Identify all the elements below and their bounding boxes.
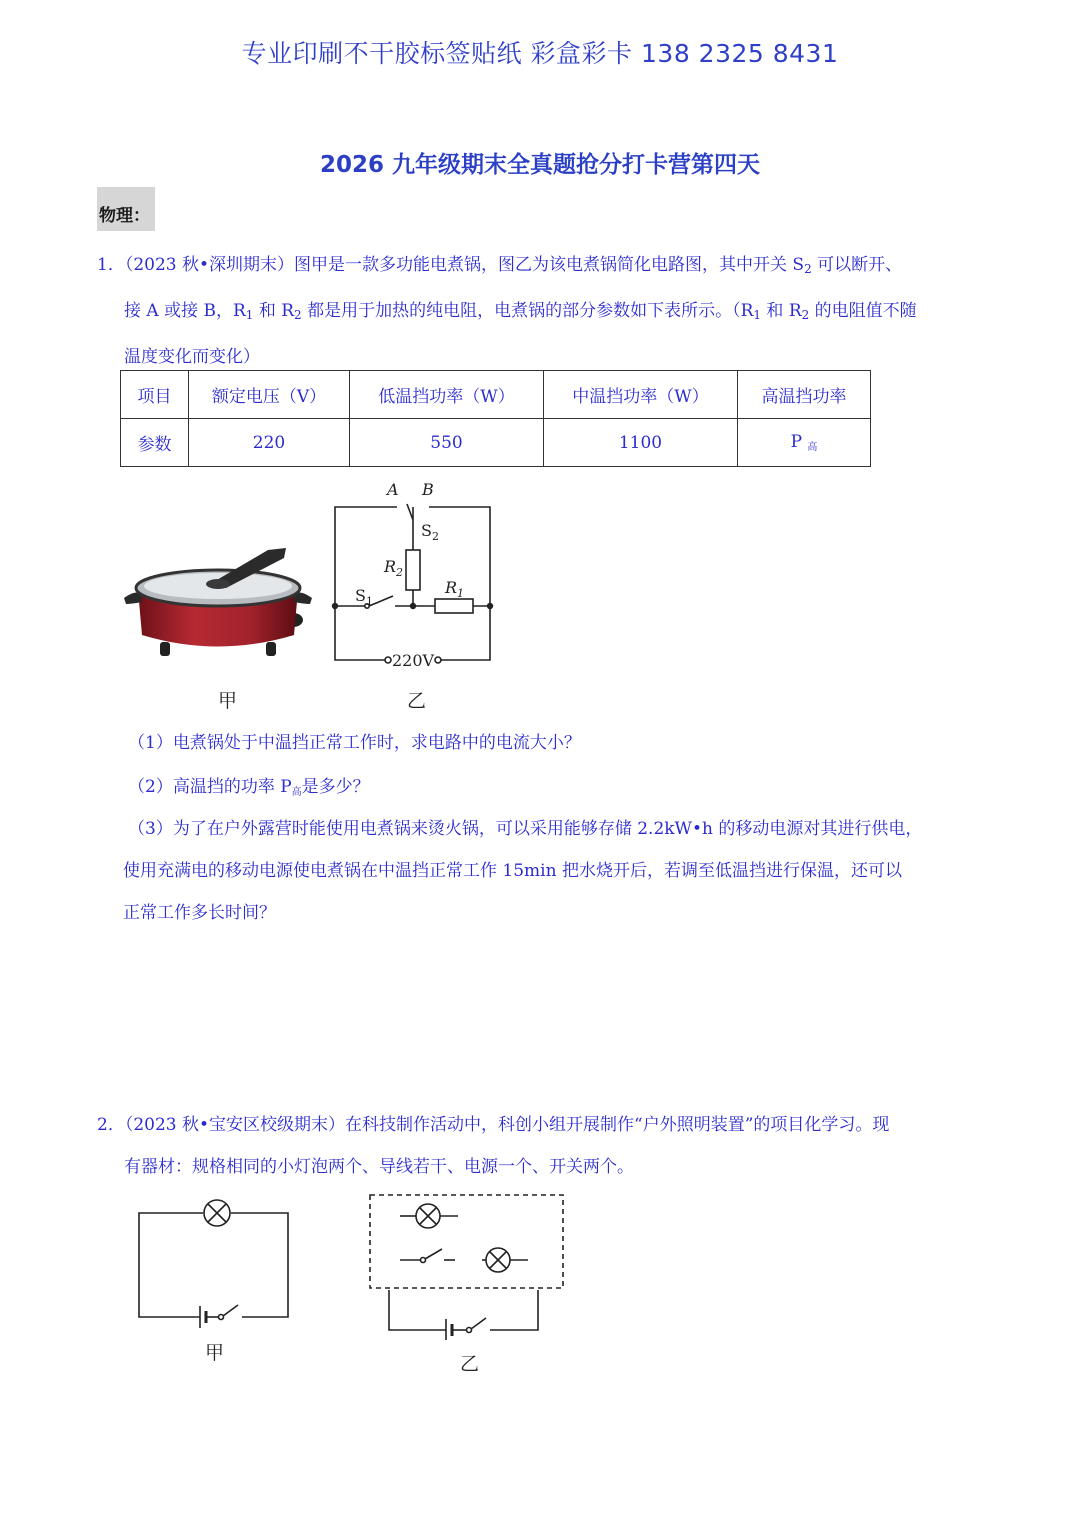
question-1-line3: 温度变化而变化） (124, 347, 260, 367)
table-header-cell: 额定电压（V） (189, 371, 350, 419)
question-1-line1: 图甲是一款多功能电煮锅，图乙为该电煮锅简化电路图，其中开关 S (294, 255, 805, 275)
question-1-text (97, 244, 987, 378)
question-2-number: 2． (97, 1115, 125, 1135)
table-cell-low-power: 550 (350, 419, 544, 467)
sub-question-3-line2: 使用充满电的移动电源使电煮锅在中温挡正常工作 15min 把水烧开后，若调至低温挡进行保温，还可以 (123, 861, 902, 881)
sub-question-2 (128, 766, 988, 814)
table-cell-voltage: 220 (189, 419, 350, 467)
circuit-diagram-yi (325, 476, 500, 676)
table-cell-mid-power: 1100 (544, 419, 738, 467)
wire (335, 606, 385, 660)
wire (139, 1213, 203, 1317)
terminal-dot (385, 657, 391, 663)
question-1-source: （2023 秋•深圳期末） (124, 255, 295, 275)
sub-question-1: （1）电煮锅处于中温挡正常工作时，求电路中的电流大小？ (128, 733, 581, 753)
figure-caption-yi-2: 乙 (460, 1353, 480, 1375)
question-1-line2-part: 和 R (761, 301, 802, 321)
sub-question-3-line1: （3）为了在户外露营时能使用电煮锅来烫火锅，可以采用能够存储 2.2kW•h 的移动电源对其进行供电， (128, 819, 923, 839)
circuit-diagram-yi-2 (364, 1190, 569, 1340)
label-a: A (387, 480, 399, 499)
table-row (121, 419, 871, 467)
subscript: 高 (291, 787, 302, 798)
pot-foot-shape (266, 642, 276, 656)
sub-question-2-end: 是多少？ (301, 777, 370, 797)
wire (231, 1213, 288, 1317)
label-b: B (422, 480, 434, 499)
label-s1: $S_1$ (355, 586, 373, 608)
wire (441, 606, 490, 660)
sub-question-3-line3: 正常工作多长时间？ (123, 903, 276, 923)
wire (389, 1290, 446, 1330)
page-title: 2026 九年级期末全真题抢分打卡营第四天 (319, 152, 761, 178)
question-1-number: 1． (97, 255, 125, 275)
dashed-box (370, 1195, 563, 1288)
p-high-symbol: P (790, 432, 803, 452)
junction-dot (410, 603, 416, 609)
sub-question-3 (123, 808, 983, 934)
circuit-diagram-jia-2 (130, 1195, 300, 1335)
question-1-line2: 接 A 或接 B，R (124, 301, 246, 321)
terminal-dot (435, 657, 441, 663)
question-1-line2-part: 和 R (253, 301, 295, 321)
pot-foot-shape (160, 642, 170, 656)
table-header-cell: 中温挡功率（W） (544, 371, 738, 419)
parameters-table (120, 370, 871, 467)
table-header-cell: 高温挡功率 (738, 371, 871, 419)
switch-blade (223, 1305, 238, 1316)
label-source-voltage: 220V (392, 651, 435, 670)
electric-pot-illustration (118, 540, 318, 665)
subscript: 2 (804, 262, 812, 276)
figure-caption-jia-2: 甲 (205, 1342, 225, 1364)
junction-dot (487, 603, 493, 609)
switch-blade (425, 1249, 442, 1259)
question-2-text (97, 1104, 987, 1188)
question-2-line2: 有器材：规格相同的小灯泡两个、导线若干、电源一个、开关两个。 (124, 1157, 634, 1177)
sub-question-2-text: （2）高温挡的功率 P (128, 777, 292, 797)
resistor-r1 (435, 599, 473, 613)
table-header-cell: 低温挡功率（W） (350, 371, 544, 419)
question-2-line1: （2023 秋•宝安区校级期末）在科技制作活动中，科创小组开展制作“户外照明装置”的项目化学习。现 (124, 1115, 890, 1135)
switch-blade (471, 1318, 486, 1329)
label-s2: $S_2$ (421, 521, 439, 543)
subscript: 1 (753, 308, 762, 322)
subject-label: 物理： (97, 187, 155, 231)
question-1-line2-part: 都是用于加热的纯电阻，电煮锅的部分参数如下表所示。（R (301, 301, 754, 321)
question-1-line1-end: 可以断开、 (811, 255, 903, 275)
junction-dot (332, 603, 338, 609)
subscript: 高 (807, 442, 818, 453)
table-header-row (121, 371, 871, 419)
header-banner: 专业印刷不干胶标签贴纸 彩盒彩卡 138 2325 8431 (241, 39, 839, 68)
table-cell-high-power (738, 419, 871, 467)
switch-s2-blade (407, 504, 413, 520)
resistor-r2 (406, 550, 420, 590)
table-header-cell: 项目 (121, 371, 189, 419)
figure-caption-yi: 乙 (407, 690, 427, 712)
subscript: 2 (294, 308, 302, 322)
wire (490, 1290, 538, 1330)
subscript: 2 (801, 308, 810, 322)
figure-caption-jia: 甲 (218, 690, 238, 712)
subscript: 1 (245, 308, 254, 322)
table-row-label: 参数 (121, 419, 189, 467)
label-r1: $R_1$ (445, 578, 465, 600)
lid-knob-shape (206, 579, 230, 589)
question-1-line2-end: 的电阻值不随 (809, 301, 917, 321)
label-r2: $R_2$ (384, 557, 404, 579)
